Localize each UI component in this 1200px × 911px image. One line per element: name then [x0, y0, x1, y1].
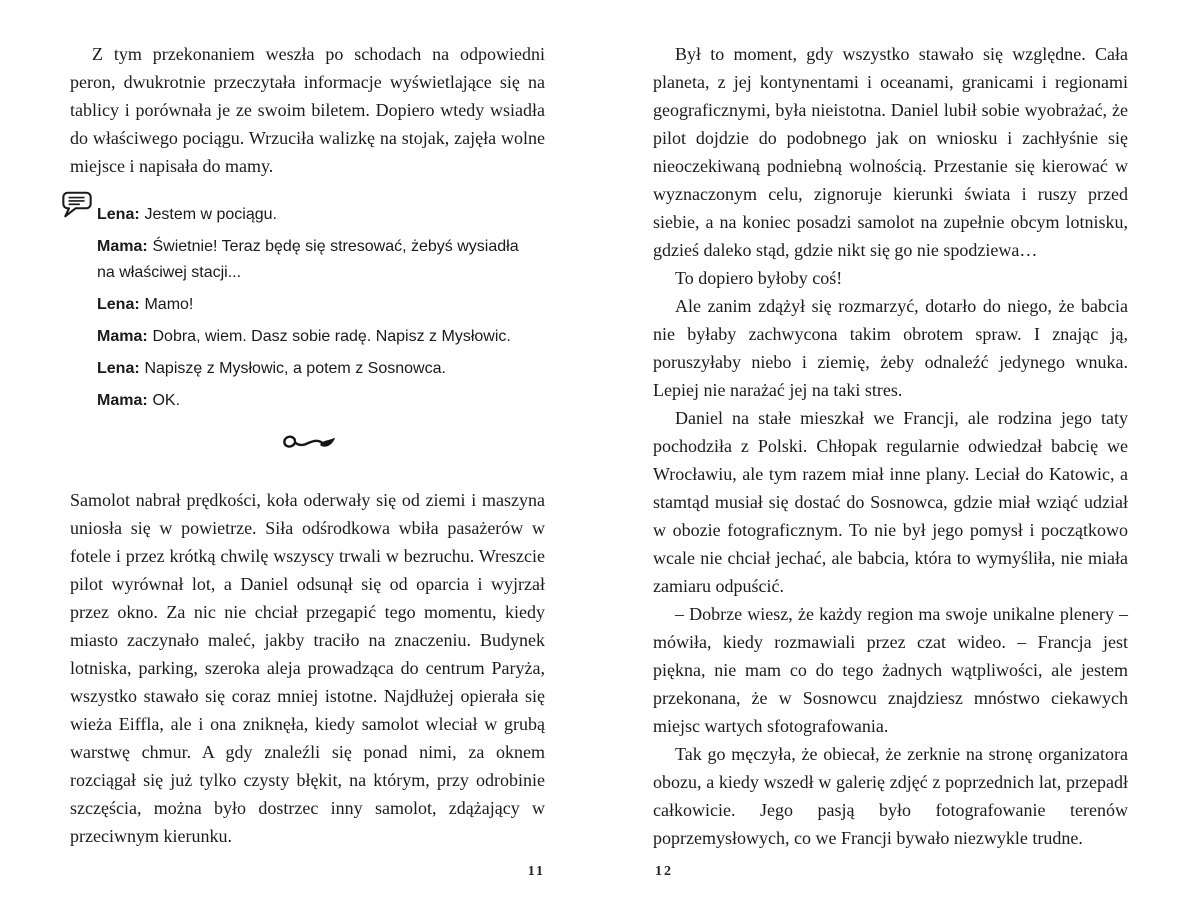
chat-text: OK.: [152, 392, 181, 409]
chat-transcript: [97, 202, 527, 414]
left-paragraph-2: Samolot nabrał prędkości, koła oderwały się od ziemi i maszyna uniosła się w powietrze. Siła odśrodkowa wbiła pasażerów w fotele i przez krótką chwilę wszyscy trwali w bezruchu. Wreszcie pilot wyrównał lot, a Daniel odsunął się od oparcia i wyjrzał przez okno. Za nic nie chciał przegapić tego momentu, kiedy miasto zaczynało maleć, jakby traciło na znaczeniu. Budynek lotniska, parking, szeroka aleja prowadząca do centrum Paryża, wszystko stawało się coraz mniej istotne. Najdłużej opierała się wieża Eiffla, ale i ona zniknęła, kiedy samolot wleciał w grubą warstwę chmur. A gdy znaleźli się ponad nimi, za oknem rozciągał się już tylko czysty błękit, na którym, przy odrobinie szczęścia, można było dostrzec inny samolot, zdążający w przeciwnym kierunku.: [70, 490, 545, 846]
page-right: [653, 40, 1128, 879]
right-paragraph-1: Był to moment, gdy wszystko stawało się względne. Cała planeta, z jej kontynentami i oceanami, granicami i regionami geograficznymi, była nieistotna. Daniel lubił sobie wyobrażać, że pilot dojdzie do podobnego jak on wniosku i zachłyśnie się nieoczekiwaną podniebną wolnością. Przestanie się kierować w wyznaczonym celu, zignoruje kierunki świata i ruszy przed siebie, a na koniec posadzi samolot na zupełnie obcym lotnisku, gdzieś daleko stąd, gdzie nikt się go nie spodziewa…: [653, 44, 1128, 260]
chat-message: [97, 234, 527, 286]
left-paragraph-1: Z tym przekonaniem weszła po schodach na odpowiedni peron, dwukrotnie przeczytała informacje wyświetlające się na tablicy i porównała je ze swoim biletem. Dopiero wtedy wsiadła do właściwego pociągu. Wrzuciła walizkę na stojak, zajęła wolne miejsce i napisała do mamy.: [70, 44, 545, 176]
chat-message: [97, 292, 527, 318]
page-left: [70, 40, 545, 879]
right-paragraph-2: To dopiero byłoby coś!: [675, 268, 843, 288]
chat-speaker: Lena:: [97, 206, 140, 223]
chat-message: [97, 202, 527, 228]
right-paragraph-3: Ale zanim zdążył się rozmarzyć, dotarło do niego, że babcia nie byłaby zachwycona takim obrotem spraw. I znając ją, poruszyłaby niebo i ziemię, żeby odnaleźć jedynego wnuka. Lepiej nie narażać jej na taki stres.: [653, 296, 1128, 400]
speech-bubble-icon: [61, 190, 93, 219]
chat-speaker: Mama:: [97, 392, 148, 409]
right-paragraph-5: – Dobrze wiesz, że każdy region ma swoje unikalne plenery – mówiła, kiedy rozmawiali przez czat wideo. – Francja jest piękna, nie mam co do tego żadnych wątpliwości, ale jestem przekonana, że w Sosnowcu znajdziesz mnóstwo ciekawych miejsc wartych sfotografowania.: [653, 604, 1128, 736]
chat-text: Dobra, wiem. Dasz sobie radę. Napisz z Mysłowic.: [152, 328, 511, 345]
chat-speaker: Lena:: [97, 296, 140, 313]
chat-text: Mamo!: [144, 296, 194, 313]
page-number-left: 11: [527, 864, 545, 879]
chat-message: [97, 388, 527, 414]
chat-text: Jestem w pociągu.: [144, 206, 277, 223]
chat-speaker: Lena:: [97, 360, 140, 377]
chat-message: [97, 356, 527, 382]
chat-speaker: Mama:: [97, 238, 148, 255]
chat-text: Napiszę z Mysłowic, a potem z Sosnowca.: [144, 360, 446, 377]
chat-speaker: Mama:: [97, 328, 148, 345]
page-number-right: 12: [655, 864, 673, 879]
chat-message: [97, 324, 527, 350]
chat-text: Świetnie! Teraz będę się stresować, żebyś wysiadła na właściwej stacji...: [97, 238, 519, 281]
right-paragraph-4: Daniel na stałe mieszkał we Francji, ale rodzina jego taty pochodziła z Polski. Chłopak regularnie odwiedzał babcię we Wrocławiu, ale tym razem miał inne plany. Leciał do Katowic, a stamtąd musiał się dostać do Sosnowca, gdzie miał wziąć udział w obozie fotograficznym. To nie był jego pomysł i początkowo wcale nie chciał jechać, ale babcia, która to wymyśliła, nie miała zamiaru odpuścić.: [653, 408, 1128, 596]
section-divider-ornament: [70, 430, 545, 460]
right-paragraph-6: Tak go męczyła, że obiecał, że zerknie na stronę organizatora obozu, a kiedy wszedł w galerię zdjęć z poprzednich lat, przepadł całkowicie. Jego pasją było fotografowanie terenów poprzemysłowych, co we Francji bywało niezwykle trudne.: [653, 744, 1128, 848]
